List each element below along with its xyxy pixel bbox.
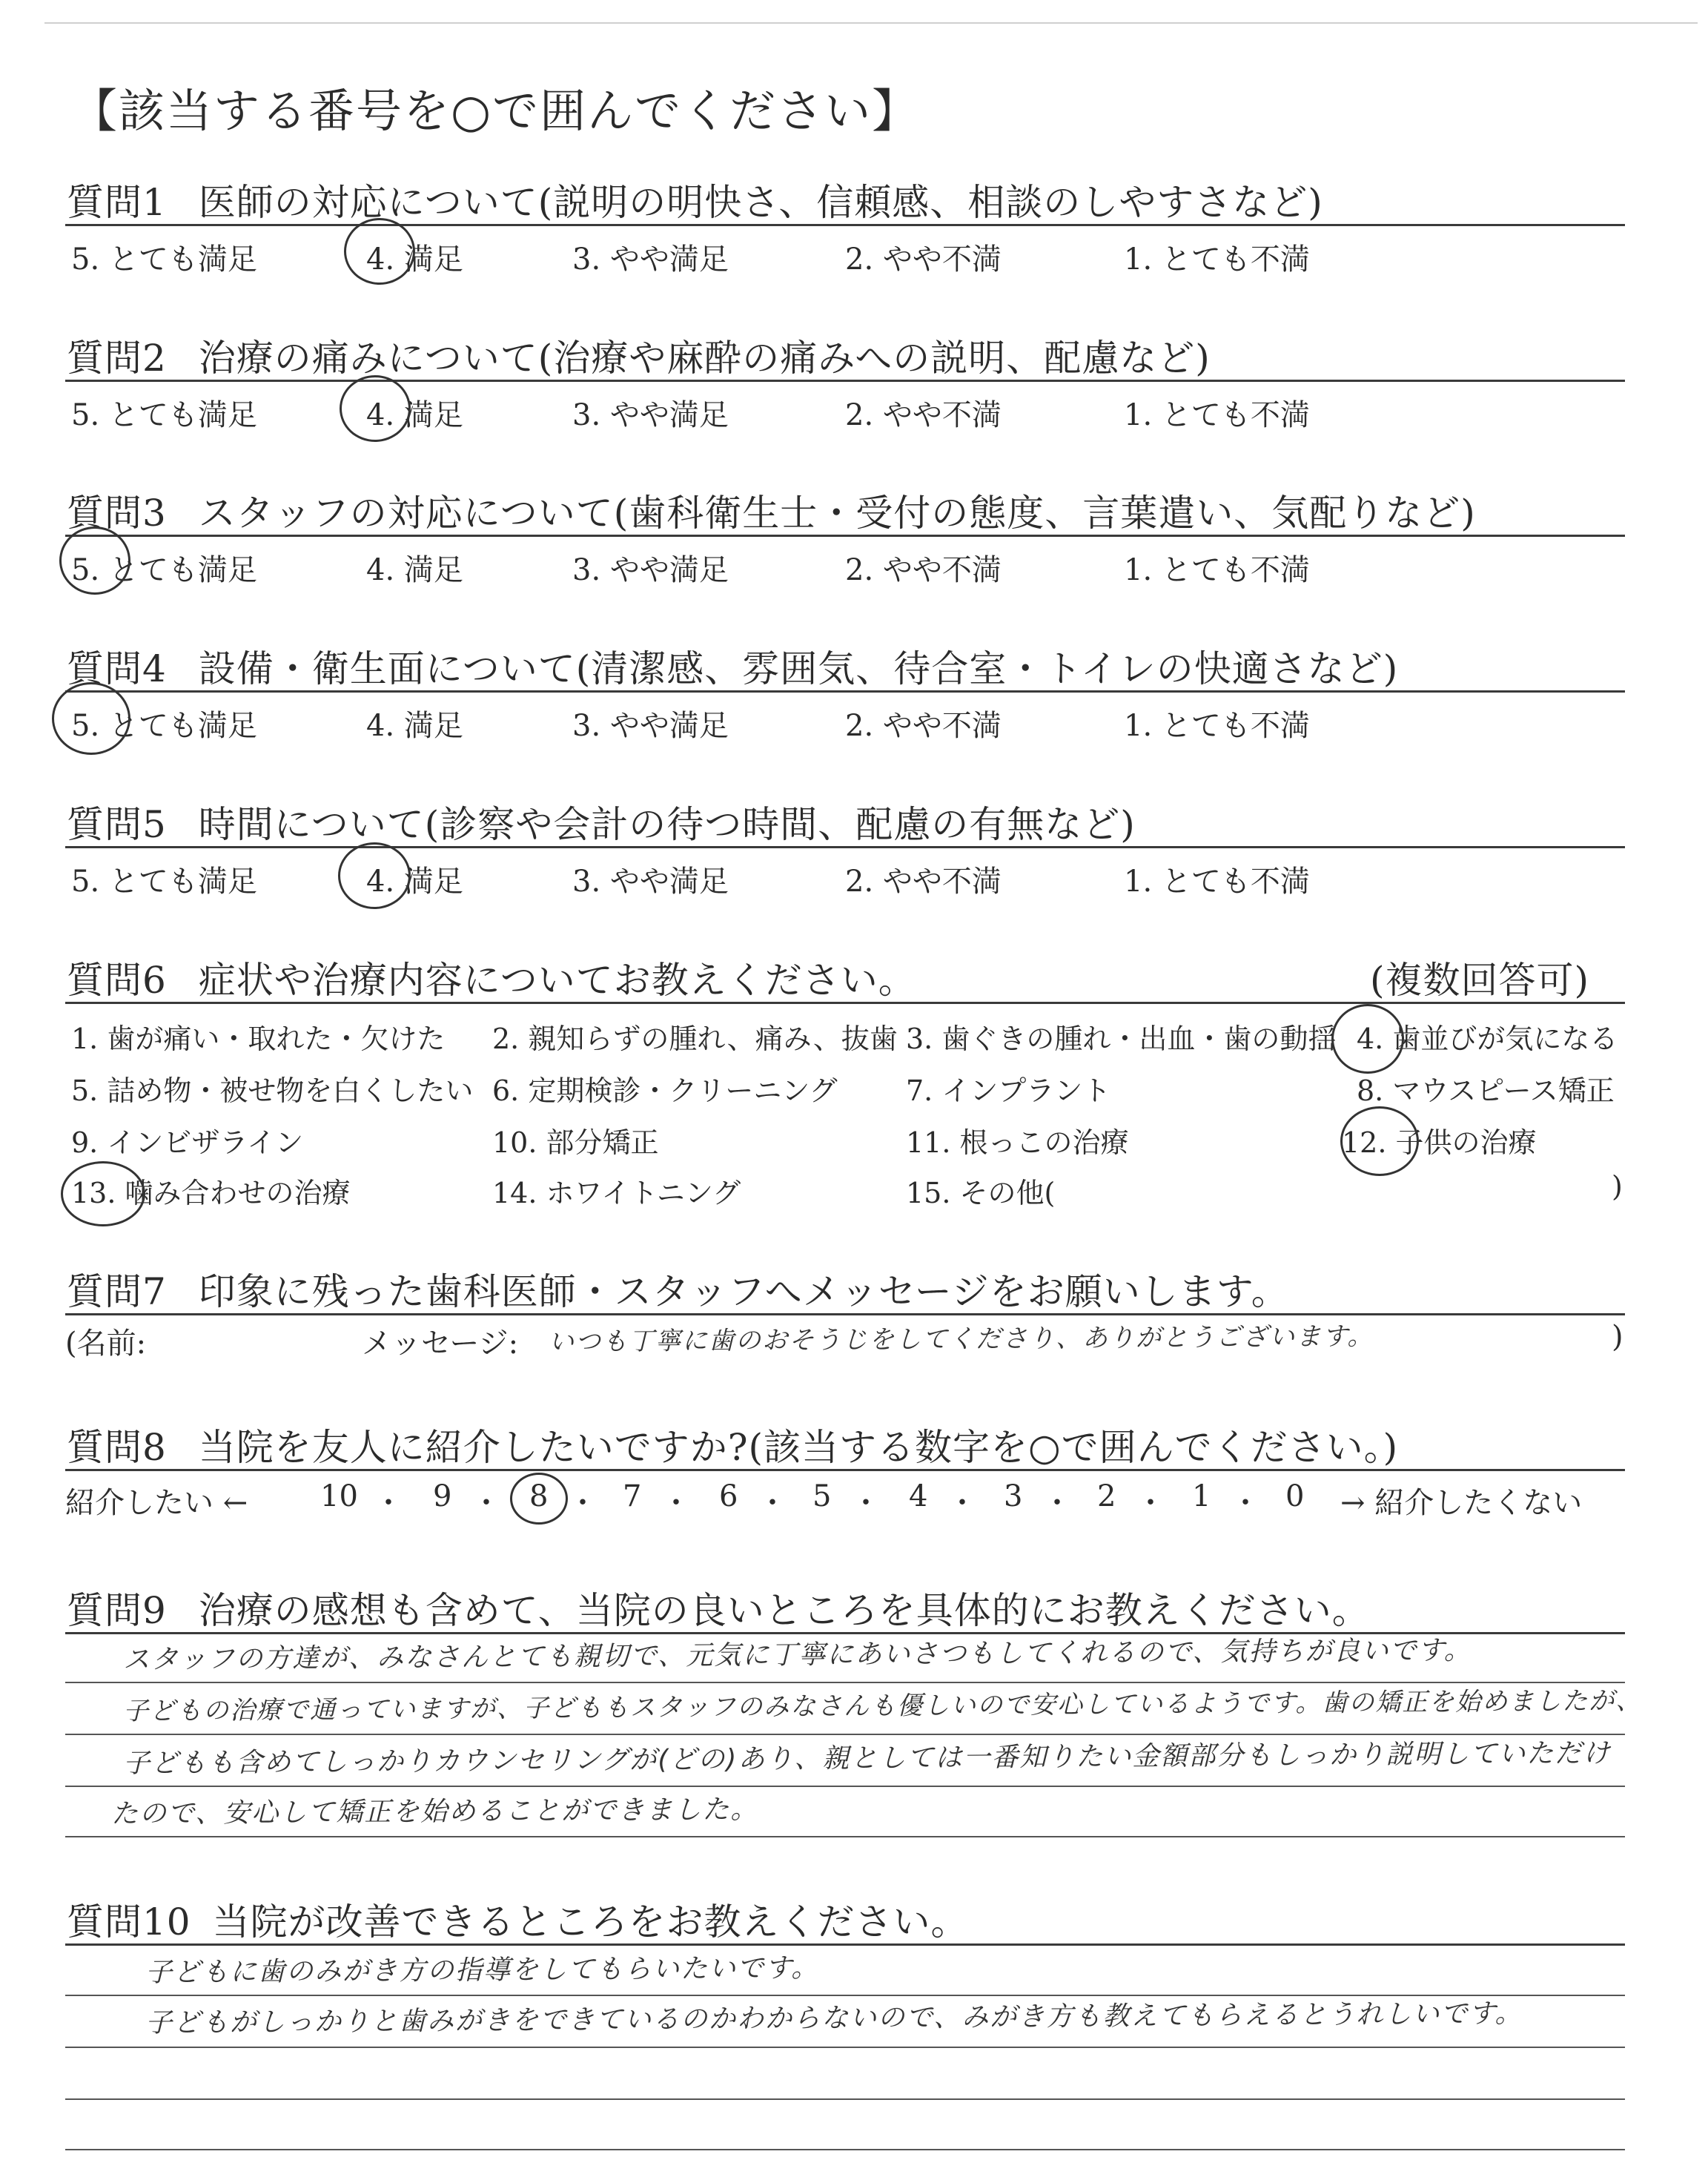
q8-dot: ・: [568, 1486, 598, 1520]
q8-dot: ・: [374, 1486, 403, 1520]
q2-option-1[interactable]: 1. とても不満: [1124, 398, 1310, 432]
q6-option-7[interactable]: 7. インプラント: [906, 1074, 1111, 1107]
q6-option-12[interactable]: 12. 子供の治療: [1342, 1126, 1537, 1159]
q6-selection-circle-12: [1340, 1106, 1419, 1176]
q9-answer-rule: [65, 1836, 1625, 1837]
q7-message-label: メッセージ:: [362, 1327, 519, 1361]
q8-value-2[interactable]: 2: [1097, 1479, 1116, 1513]
q6-option-2[interactable]: 2. 親知らずの腫れ、痛み、抜歯: [492, 1023, 898, 1055]
q6-option-15[interactable]: 15. その他(: [906, 1177, 1056, 1209]
q6-option-6[interactable]: 6. 定期検診・クリーニング: [492, 1074, 838, 1107]
q6-option-5[interactable]: 5. 詰め物・被せ物を白くしたい: [71, 1074, 474, 1107]
q3-text: スタッフの対応について(歯科衛生士・受付の態度、言葉遣い、気配りなど): [198, 492, 1476, 535]
q3-rule: [65, 535, 1625, 537]
q8-header: [67, 1418, 1398, 1471]
q4-selection-circle: [52, 682, 130, 755]
q9-text: 治療の感想も含めて、当院の良いところを具体的にお教えください。: [198, 1589, 1370, 1632]
q8-value-3[interactable]: 3: [1004, 1479, 1023, 1513]
q8-value-7[interactable]: 7: [623, 1479, 642, 1513]
q10-header: [67, 1892, 969, 1946]
q8-value-9[interactable]: 9: [433, 1479, 452, 1513]
q1-text: 医師の対応について(説明の明快さ、信頼感、相談のしやすさなど): [198, 181, 1323, 224]
q8-dot: ・: [1042, 1486, 1072, 1520]
q2-label: 質問2: [67, 337, 167, 380]
page-top-edge: [44, 22, 1698, 24]
q5-option-4[interactable]: 4. 満足: [366, 865, 463, 899]
q4-option-3[interactable]: 3. やや満足: [572, 709, 729, 743]
q2-option-3[interactable]: 3. やや満足: [572, 398, 729, 432]
q1-option-1[interactable]: 1. とても不満: [1124, 242, 1310, 277]
q10-rule: [65, 1943, 1625, 1946]
q4-text: 設備・衛生面について(清潔感、雰囲気、待合室・トイレの快適さなど): [198, 647, 1399, 690]
q1-rule: [65, 224, 1625, 226]
q3-option-1[interactable]: 1. とても不満: [1124, 553, 1310, 587]
q5-selection-circle: [338, 842, 411, 909]
q9-label: 質問9: [67, 1589, 167, 1632]
q8-value-10[interactable]: 10: [320, 1479, 358, 1513]
q4-option-5[interactable]: 5. とても満足: [71, 709, 257, 743]
q3-header: [67, 483, 1476, 537]
q10-answer-rule: [65, 2047, 1625, 2048]
q6-option-11[interactable]: 11. 根っこの治療: [906, 1126, 1129, 1159]
q8-dot: ・: [1136, 1486, 1165, 1520]
q8-dot: ・: [851, 1486, 881, 1520]
q8-value-5[interactable]: 5: [812, 1479, 832, 1513]
q6-multiple-note: (複数回答可): [1370, 959, 1590, 1002]
q5-header: [67, 795, 1136, 848]
q6-rule: [65, 1002, 1625, 1004]
q8-dot: ・: [947, 1486, 977, 1520]
q2-selection-circle: [340, 375, 411, 442]
q1-option-2[interactable]: 2. やや不満: [845, 242, 1002, 277]
q6-option-1[interactable]: 1. 歯が痛い・取れた・欠けた: [71, 1023, 446, 1055]
q4-option-4[interactable]: 4. 満足: [366, 709, 463, 743]
q3-option-5[interactable]: 5. とても満足: [71, 553, 257, 587]
q6-option-14[interactable]: 14. ホワイトニング: [492, 1177, 741, 1209]
q8-label: 質問8: [67, 1426, 167, 1469]
q10-answer-rule: [65, 2098, 1625, 2100]
q8-value-8[interactable]: 8: [529, 1479, 549, 1513]
q6-option-4[interactable]: 4. 歯並びが気になる: [1357, 1023, 1618, 1055]
q10-answer-line-2: 子どもがしっかりと歯みがきをできているのかわからないので、みがき方も教えてもらえるとうれしいです。: [145, 1998, 1523, 2038]
q6-option-10[interactable]: 10. 部分矯正: [492, 1126, 659, 1159]
q9-answer-line-2: 子どもの治療で通っていますが、子どももスタッフのみなさんも優しいので安心しているようです。歯の矯正を始めましたが、: [122, 1685, 1643, 1726]
q8-value-1[interactable]: 1: [1192, 1479, 1211, 1513]
q5-text: 時間について(診察や会計の待つ時間、配慮の有無など): [198, 803, 1136, 846]
q1-option-3[interactable]: 3. やや満足: [572, 242, 729, 277]
q8-dot: ・: [661, 1486, 691, 1520]
q7-rule: [65, 1313, 1625, 1315]
q7-name-label: (名前:: [65, 1327, 147, 1361]
q8-dot: ・: [1231, 1486, 1260, 1520]
q2-option-4[interactable]: 4. 満足: [366, 398, 463, 432]
q5-label: 質問5: [67, 803, 167, 846]
q6-label: 質問6: [67, 959, 167, 1002]
q2-header: [67, 328, 1211, 382]
q7-header: [67, 1262, 1289, 1315]
q6-option-13[interactable]: 13. 噛み合わせの治療: [71, 1177, 351, 1209]
page-title: 【該当する番号を○で囲んでください】: [71, 84, 920, 138]
q4-rule: [65, 690, 1625, 693]
q7-label: 質問7: [67, 1270, 167, 1313]
q8-value-4[interactable]: 4: [909, 1479, 928, 1513]
q2-rule: [65, 380, 1625, 382]
q2-option-2[interactable]: 2. やや不満: [845, 398, 1002, 432]
q8-selection-circle: [510, 1473, 568, 1525]
q7-text: 印象に残った歯科医師・スタッフへメッセージをお願いします。: [198, 1270, 1289, 1313]
q3-selection-circle: [59, 526, 130, 595]
q6-text: 症状や治療内容についてお教えください。: [198, 959, 916, 1002]
q6-option-9[interactable]: 9. インビザライン: [71, 1126, 304, 1159]
q1-option-4[interactable]: 4. 満足: [366, 242, 463, 277]
q8-dot: ・: [758, 1486, 787, 1520]
q4-option-2[interactable]: 2. やや不満: [845, 709, 1002, 743]
q9-answer-line-1: スタッフの方達が、みなさんとても親切で、元気に丁寧にあいさつもしてくれるので、気持ちが良いです。: [122, 1635, 1472, 1675]
q9-answer-line-3: 子どもも含めてしっかりカウンセリングが(どの)あり、親としては一番知りたい金額部分もしっかり説明していただけ: [122, 1737, 1612, 1779]
q2-option-5[interactable]: 5. とても満足: [71, 398, 257, 432]
q4-option-1[interactable]: 1. とても不満: [1124, 709, 1310, 743]
q8-value-6[interactable]: 6: [719, 1479, 738, 1513]
q7-message-handwriting: いつも丁寧に歯のおそうじをしてくださり、ありがとうございます。: [548, 1321, 1374, 1357]
q6-header: [67, 951, 916, 1004]
q6-selection-circle-13: [61, 1161, 145, 1226]
q1-header: [67, 173, 1323, 226]
q9-header: [67, 1581, 1370, 1634]
q8-rule: [65, 1469, 1625, 1471]
q6-selection-circle-4: [1331, 1004, 1404, 1074]
q5-option-2[interactable]: 2. やや不満: [845, 865, 1002, 899]
q8-text: 当院を友人に紹介したいですか?(該当する数字を○で囲んでください。): [198, 1426, 1399, 1469]
q5-option-1[interactable]: 1. とても不満: [1124, 865, 1310, 899]
q6-option-15-close: ): [1612, 1170, 1623, 1203]
q4-label: 質問4: [67, 647, 167, 690]
q1-label: 質問1: [67, 181, 167, 224]
q10-text: 当院が改善できるところをお教えください。: [212, 1900, 969, 1943]
q3-label: 質問3: [67, 492, 167, 535]
q3-option-3[interactable]: 3. やや満足: [572, 553, 729, 587]
q8-left-label: 紹介したい ←: [65, 1486, 248, 1520]
q3-option-4[interactable]: 4. 満足: [366, 553, 463, 587]
q8-right-label: → 紹介したくない: [1340, 1486, 1583, 1520]
q10-answer-rule: [65, 2149, 1625, 2150]
q9-answer-rule: [65, 1786, 1625, 1787]
q10-answer-line-1: 子どもに歯のみがき方の指導をしてもらいたいです。: [145, 1952, 820, 1988]
q1-option-5[interactable]: 5. とても満足: [71, 242, 257, 277]
q10-label: 質問10: [67, 1900, 191, 1943]
q8-value-0[interactable]: 0: [1285, 1479, 1305, 1513]
q7-close-paren: ): [1612, 1320, 1623, 1354]
q5-rule: [65, 846, 1625, 848]
q6-option-3[interactable]: 3. 歯ぐきの腫れ・出血・歯の動揺: [906, 1023, 1337, 1055]
q2-text: 治療の痛みについて(治療や麻酔の痛みへの説明、配慮など): [198, 337, 1211, 380]
q3-option-2[interactable]: 2. やや不満: [845, 553, 1002, 587]
q5-option-3[interactable]: 3. やや満足: [572, 865, 729, 899]
q4-header: [67, 639, 1398, 693]
q8-dot: ・: [471, 1486, 501, 1520]
q1-selection-circle: [344, 218, 415, 285]
q9-answer-line-4: たので、安心して矯正を始めることができました。: [110, 1794, 759, 1829]
q6-option-8[interactable]: 8. マウスピース矯正: [1357, 1074, 1615, 1107]
q5-option-5[interactable]: 5. とても満足: [71, 865, 257, 899]
